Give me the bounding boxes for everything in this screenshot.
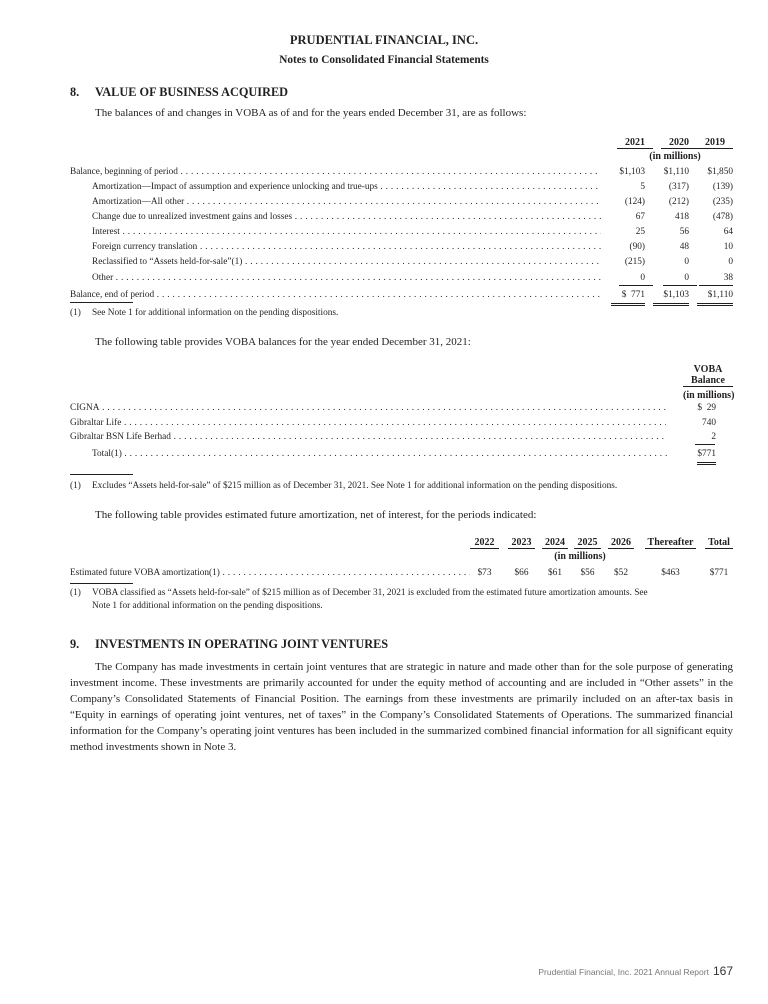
row-label: Amortization—Impact of assumption and experience unlocking and true-ups . . . (70, 181, 601, 194)
section-title: INVESTMENTS IN OPERATING JOINT VENTURES (95, 637, 389, 651)
row-value: $66 (514, 568, 529, 578)
row-value: $ 29 (697, 403, 716, 413)
column-header-2022: 2022 (470, 537, 499, 549)
column-header-2020: 2020 (661, 137, 697, 149)
row-value: 64 (723, 227, 733, 237)
row-value: (124) (624, 197, 645, 207)
row-value: $52 (614, 568, 628, 578)
table-row (70, 241, 733, 254)
row-value: $771 (709, 568, 729, 578)
row-value: 0 (684, 257, 689, 267)
table3-footnote (70, 587, 735, 613)
column-header-2026: 2026 (608, 537, 634, 549)
footnote-marker: (1) (70, 588, 81, 598)
row-value: $463 (661, 568, 680, 578)
row-value: 56 (679, 227, 689, 237)
row-value: 48 (679, 242, 689, 252)
column-header-2025: 2025 (574, 537, 601, 549)
table-row (70, 256, 733, 269)
footnote-text-cont: Note 1 for additional information on the pending dispositions. (92, 601, 323, 611)
table-row (70, 402, 716, 415)
subtotal-rule (699, 285, 733, 286)
table-row (70, 211, 733, 224)
table2-footnote (70, 480, 735, 493)
row-value: $771 (697, 448, 716, 465)
row-value: 418 (675, 212, 689, 222)
footnote-text: VOBA classified as “Assets held-for-sale” of $215 million as of December 31, 2021 is excluded from the estimated future amortization amounts. See (92, 588, 648, 598)
row-value: $61 (548, 568, 562, 578)
footnote-marker: (1) (70, 308, 81, 318)
row-label: Change due to unrealized investment gains and losses . . . (70, 211, 601, 224)
table-row (70, 417, 716, 430)
column-header: VOBA (693, 364, 723, 375)
row-value: $1,103 (653, 289, 689, 306)
row-value: 25 (635, 227, 645, 237)
row-label: Reclassified to “Assets held-for-sale”(1) . . . (70, 256, 601, 269)
row-label: Amortization—All other . . . (70, 196, 601, 209)
row-value: 0 (684, 273, 689, 283)
section-number: 9. (70, 637, 80, 651)
row-value: 67 (635, 212, 645, 222)
table3-intro: The following table provides estimated future amortization, net of interest, for the periods indicated: (95, 509, 537, 521)
column-header-2023: 2023 (508, 537, 535, 549)
report-name: Prudential Financial, Inc. 2021 Annual Report (538, 967, 709, 977)
page-subtitle: Notes to Consolidated Financial Statements (279, 54, 489, 66)
row-value: (478) (712, 212, 733, 222)
column-header-Total: Total (705, 537, 733, 549)
row-label: Gibraltar BSN Life Berhad . . . (70, 431, 666, 444)
column-header: Balance (683, 375, 733, 387)
row-value: 2 (711, 432, 716, 442)
row-value: (235) (712, 197, 733, 207)
table-row (70, 196, 733, 209)
subtotal-rule (663, 285, 697, 286)
section-9-body: The Company has made investments in certain joint ventures that are strategic in nature and made other than for the sole purpose of generating investment income. These investments are primarily accounted for under the equity method of accounting and are included in “Other assets” in the Company’s Consolidated Statements of Financial Position. The earnings from these investments are primarily included on an after-tax basis in “Equity in earnings of operating joint ventures, net of taxes” in the Company’s Consolidated Statements of Operations. The summarized financial information for the Company’s operating joint ventures has been included in the summarized combined financial information for all significant equity method investments shown in Note 3. (70, 661, 733, 753)
section-8-intro: The balances of and changes in VOBA as of and for the years ended December 31, are as follows: (95, 107, 527, 119)
page-number: 167 (712, 964, 733, 978)
section-9-heading (70, 637, 388, 652)
table-row (70, 166, 733, 179)
row-value: (90) (629, 242, 645, 252)
subtotal-rule (695, 444, 715, 445)
row-label: Foreign currency translation . . . (70, 241, 601, 254)
row-value: $ 771 (611, 289, 645, 306)
footnote-text: Excludes “Assets held-for-sale” of $215 million as of December 31, 2021. See Note 1 for additional information on the pending dispositions. (92, 481, 618, 491)
row-label: Balance, beginning of period . . . (70, 166, 601, 179)
table-row (70, 567, 470, 580)
row-value: 5 (640, 182, 645, 192)
row-value: $73 (477, 568, 492, 578)
section-title: VALUE OF BUSINESS ACQUIRED (95, 85, 289, 99)
row-value: $1,850 (707, 167, 733, 177)
section-number: 8. (70, 85, 80, 99)
footnote-divider (70, 302, 133, 303)
subtotal-rule (619, 285, 653, 286)
page-footer (538, 964, 733, 978)
row-value: 740 (702, 418, 716, 428)
row-label: CIGNA . . . (70, 402, 666, 415)
table-row (70, 448, 716, 461)
row-value: $56 (580, 568, 595, 578)
table-row (70, 181, 733, 194)
row-value: 0 (640, 273, 645, 283)
column-header-2019: 2019 (697, 137, 733, 149)
footnote-marker: (1) (70, 481, 81, 491)
table-row (70, 272, 733, 285)
table-row (70, 431, 716, 444)
footnote-divider (70, 474, 133, 475)
column-header-2024: 2024 (542, 537, 568, 549)
row-label: Gibraltar Life . . . (70, 417, 666, 430)
footnote-divider (70, 583, 133, 584)
table-row (70, 226, 733, 239)
table1-footnote (70, 307, 735, 320)
footnote-text: See Note 1 for additional information on the pending dispositions. (92, 308, 339, 318)
units-label: (in millions) (649, 151, 701, 162)
row-value: 0 (728, 257, 733, 267)
row-label: Estimated future VOBA amortization(1) . . . (70, 567, 470, 580)
column-header-2021: 2021 (617, 137, 653, 149)
row-value: (139) (712, 182, 733, 192)
row-label: Total(1) . . . (70, 448, 667, 461)
units-label: (in millions) (683, 390, 735, 401)
company-title: PRUDENTIAL FINANCIAL, INC. (289, 33, 479, 47)
row-value: 38 (723, 273, 733, 283)
table2-intro: The following table provides VOBA balances for the year ended December 31, 2021: (95, 336, 471, 348)
column-header-Thereafter: Thereafter (645, 537, 696, 549)
units-label: (in millions) (554, 551, 606, 562)
row-value: $1,110 (663, 167, 689, 177)
row-label: Interest . . . (70, 226, 601, 239)
row-value: $1,103 (619, 167, 645, 177)
row-label: Balance, end of period . . . (70, 289, 601, 302)
section-8-heading (70, 85, 288, 100)
row-value: (215) (624, 257, 645, 267)
row-value: 10 (723, 242, 733, 252)
row-value: (212) (668, 197, 689, 207)
row-value: (317) (668, 182, 689, 192)
row-value: $1,110 (697, 289, 733, 306)
row-label: Other . . . (70, 272, 601, 285)
table-row (70, 289, 733, 302)
